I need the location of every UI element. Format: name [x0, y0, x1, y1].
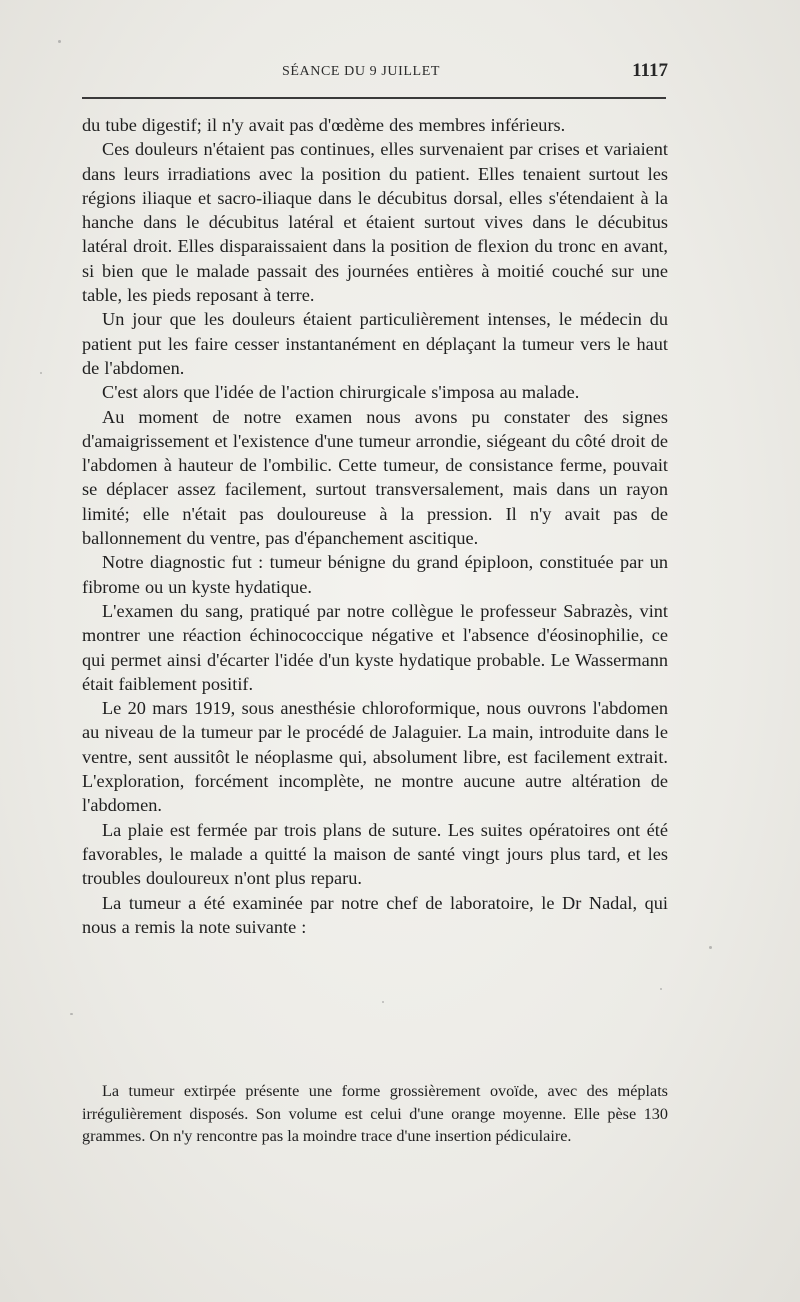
- paragraph-10: La tumeur a été examinée par notre chef de laboratoire, le Dr Nadal, qui nous a remis la note suivante :: [82, 892, 668, 937]
- paragraph-7: L'examen du sang, pratiqué par notre collègue le professeur Sabrazès, vint montrer une réaction échinococcique négative et l'absence d'éosinophilie, ce qui permet ainsi d'écarter l'idée d'un kyste hydatique probable. Le Wassermann était faiblement positif.: [82, 600, 668, 694]
- paragraph-6: Notre diagnostic fut : tumeur bénigne du grand épiploon, constituée par un fibrome ou un kyste hydatique.: [82, 552, 668, 597]
- body-text: [82, 113, 668, 939]
- paragraph-3: Un jour que les douleurs étaient particulièrement intenses, le médecin du patient put les faire cesser instantanément en déplaçant la tumeur vers le haut de l'abdomen.: [82, 309, 668, 378]
- header-rule: [82, 97, 666, 99]
- paper-speck: [70, 1013, 73, 1015]
- paper-speck: [660, 988, 662, 990]
- page-number: 1117: [632, 60, 668, 81]
- paragraph-5: Au moment de notre examen nous avons pu constater des signes d'amaigrissement et l'existence d'une tumeur arrondie, siégeant du côté droit de l'abdomen à hauteur de l'ombilic. Cette tumeur, de consistance ferme, pouvait se déplacer assez facilement, surtout transversalement, mais dans un rayon limité; elle n'était pas douloureuse à la pression. Il n'y avait pas de ballonnement du ventre, pas d'épanchement ascitique.: [82, 406, 668, 549]
- paragraph-1: du tube digestif; il n'y avait pas d'œdème des membres inférieurs.: [82, 115, 566, 135]
- paper-speck: [382, 1001, 384, 1003]
- running-title: SÉANCE DU 9 JUILLET: [282, 64, 440, 79]
- lab-note-text: La tumeur extirpée présente une forme grossièrement ovoïde, avec des méplats irrégulièrement disposés. Son volume est celui d'une orange moyenne. Elle pèse 130 grammes. On n'y rencontre pas la moindre trace d'une insertion pédiculaire.: [82, 1082, 668, 1146]
- paragraph-2: Ces douleurs n'étaient pas continues, elles survenaient par crises et variaient dans leurs irradiations avec la position du patient. Elles tenaient surtout les régions iliaque et sacro-iliaque dans le décubitus dorsal, elles s'étendaient à la hanche dans le décubitus latéral et étaient surtout vives dans le décubitus latéral droit. Elles disparaissaient dans la position de flexion du tronc en avant, si bien que le malade passait des journées entières à moitié couché sur une table, les pieds reposant à terre.: [82, 139, 668, 306]
- paragraph-9: La plaie est fermée par trois plans de suture. Les suites opératoires ont été favorables, le malade a quitté la maison de santé vingt jours plus tard, et les troubles douloureux n'ont plus reparu.: [82, 819, 668, 889]
- lab-note: [82, 1080, 668, 1148]
- paragraph-8: Le 20 mars 1919, sous anesthésie chloroformique, nous ouvrons l'abdomen au niveau de la tumeur par le procédé de Jalaguier. La main, introduite dans le ventre, sent aussitôt le néoplasme qui, absolument libre, est facilement extrait. L'exploration, forcément incomplète, ne montre aucune autre altération de l'abdomen.: [82, 698, 668, 816]
- paragraph-4: C'est alors que l'idée de l'action chirurgicale s'imposa au malade.: [102, 382, 580, 403]
- running-head: [82, 58, 668, 88]
- paper-speck: [709, 946, 712, 949]
- paper-speck: [58, 40, 61, 43]
- paper-speck: [40, 372, 42, 374]
